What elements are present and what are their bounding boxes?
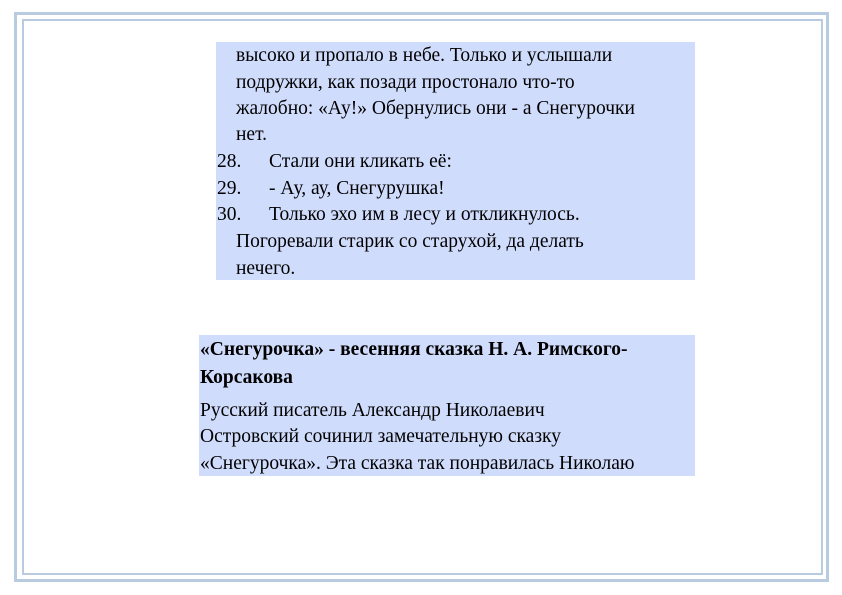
section-body-line: «Снегурочка». Эта сказка так понравилась Николаю bbox=[200, 453, 635, 474]
list-item-number: 30. bbox=[217, 204, 242, 225]
story-line: Погоревали старик со старухой, да делать bbox=[236, 231, 584, 252]
section-body-line: Русский писатель Александр Николаевич bbox=[200, 400, 545, 421]
list-item-number: 28. bbox=[217, 151, 242, 172]
story-line: нет. bbox=[236, 124, 268, 145]
list-item-text: Стали они кликать её: bbox=[269, 151, 452, 172]
section-body-line: Островский сочинил замечательную сказку bbox=[200, 426, 561, 447]
list-item-text: Только эхо им в лесу и откликнулось. bbox=[269, 204, 580, 225]
list-item-number: 29. bbox=[217, 178, 242, 199]
list-item-text: - Ау, ау, Снегурушка! bbox=[269, 178, 445, 199]
section-heading: Корсакова bbox=[200, 367, 293, 388]
story-line: подружки, как позади простонало что-то bbox=[236, 72, 575, 93]
story-line: жалобно: «Ау!» Обернулись они - а Снегурочки bbox=[236, 98, 635, 119]
story-line: высоко и пропало в небе. Только и услышали bbox=[236, 45, 613, 66]
section-heading: «Снегурочка» - весенняя сказка Н. А. Римского- bbox=[200, 339, 628, 360]
story-line: нечего. bbox=[236, 258, 296, 279]
